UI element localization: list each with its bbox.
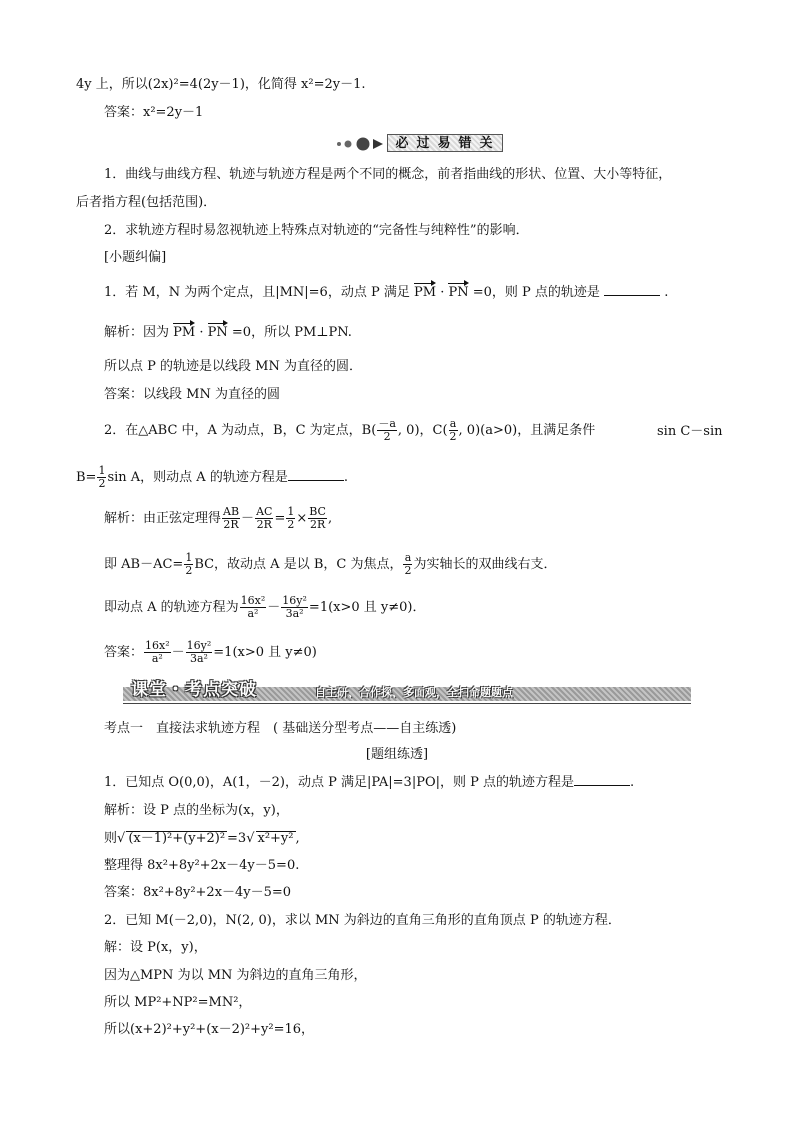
fraction: $\frac{\text{16x²}}{\text{a²}}$ xyxy=(240,594,266,620)
solution-line: 整理得 8x²+8y²+2x－4y－5=0. xyxy=(104,858,300,873)
text-line: 后者指方程(包括范围)． xyxy=(76,195,217,210)
solution-line: 所以(x+2)²+y²+(x－2)²+y²=16， xyxy=(104,1022,315,1037)
text: 2．在△ABC 中，A 为动点，B，C 为定点，B xyxy=(104,423,372,438)
answer-blank xyxy=(288,480,344,481)
vector-pm: PM xyxy=(173,325,196,340)
answer-blank xyxy=(574,785,630,786)
dot-operator: · xyxy=(440,285,445,300)
problem-line xyxy=(104,286,668,299)
answer-line: 答案：8x²+8y²+2x－4y－5=0 xyxy=(104,885,292,900)
problem-line: 1．已知点 O(0,0)，A(1，－2)，动点 P 满足|PA|=3|PO|，则 P 点的轨迹方程是 . xyxy=(104,775,635,790)
vector-pn: PN xyxy=(448,285,469,300)
fraction: $\frac{BC}{2R}$ xyxy=(309,505,326,531)
solution-line: 所以点 P 的轨迹是以线段 MN 为直径的圆． xyxy=(104,359,362,374)
banner-title: 必过易错关 xyxy=(387,134,503,152)
text-line: 4y 上，所以(2x)²=4(2y－1)，化简得 x²=2y－1. xyxy=(76,77,366,92)
fraction: $\frac{-a}{2}$ xyxy=(378,417,396,443)
answer-line: 答案： $\frac{\text{16x²}}{\text{a²}}$ － $\frac{\text{16y²}}{\text{3a²}}$ =1(x>0 且 y≠0) xyxy=(104,639,317,665)
fraction: $\frac{AB}{2R}$ xyxy=(223,505,240,531)
solution-line: 解：设 P(x，y)， xyxy=(104,940,207,955)
solution-line: 解析：由正弦定理得 $\frac{AB}{2R}$ － $\frac{AC}{2R}$ = $\frac{1}{2}$ × $\frac{BC}{2R}$ , xyxy=(104,505,333,531)
fraction: $\frac{\text{16y²}}{\text{3a²}}$ xyxy=(282,594,307,620)
text-fragment: sin C－sin xyxy=(657,424,723,439)
section-label: [小题纠偏] xyxy=(104,250,167,265)
fraction: $\frac{\text{16x²}}{\text{a²}}$ xyxy=(145,639,170,665)
vector-pn: PN xyxy=(207,325,228,340)
answer-blank xyxy=(604,295,660,296)
solution-line: 则√ (x－1)²+(y+2)² =3√ x²+y² , xyxy=(104,831,300,846)
topic-heading: 考点一 直接法求轨迹方程 ( 基础送分型考点——自主练透) xyxy=(104,721,457,736)
problem-line: B= $\frac{1}{2}$ sin A，则动点 A 的轨迹方程是 . xyxy=(76,464,348,490)
solution-line: 即 AB－AC= $\frac{1}{2}$ BC，故动点 A 是以 B，C 为焦点， $\frac{a}{2}$ 为实轴长的双曲线右支． xyxy=(104,551,557,577)
answer-line: 答案：x²=2y－1 xyxy=(104,105,204,120)
problem-line: 2．已知 M(－2,0)，N(2, 0)，求以 MN 为斜边的直角三角形的直角顶点 P 的轨迹方程． xyxy=(104,913,621,928)
fraction: $\frac{1}{2}$ xyxy=(287,505,295,531)
banner-underline xyxy=(123,703,691,704)
banner-subtitle: 自主研、合作探、多面观，全扫命题题点 xyxy=(315,686,513,699)
solution-line: 解析：设 P 点的坐标为(x，y)， xyxy=(104,803,289,818)
dots-decoration-icon xyxy=(335,137,385,151)
fraction: $\frac{\text{16y²}}{\text{3a²}}$ xyxy=(186,639,212,665)
text: 解析：因为 xyxy=(104,325,170,340)
solution-line xyxy=(104,326,352,339)
solution-line: 因为△MPN 为以 MN 为斜边的直角三角形， xyxy=(104,968,367,983)
fraction: $\frac{1}{2}$ xyxy=(185,551,193,577)
answer-line: 答案：以线段 MN 为直径的圆 xyxy=(104,387,280,402)
sqrt-radicand: (x－1)²+(y+2)² xyxy=(128,831,226,846)
problem-line: 2．在△ABC 中，A 为动点，B，C 为定点，B( $\frac{-a}{2}$ , 0)，C( $\frac{a}{2}$ , 0)(a>0)，且满足条件 xyxy=(104,417,596,443)
text: ，C xyxy=(419,423,443,438)
text-line: 1．曲线与曲线方程、轨迹与轨迹方程是两个不同的概念，前者指曲线的形状、位置、大小等特征， xyxy=(104,167,672,182)
dot-operator: · xyxy=(199,325,204,340)
fraction: $\frac{1}{2}$ xyxy=(98,464,106,490)
fraction: $\frac{a}{2}$ xyxy=(404,551,412,577)
sqrt-radicand: x²+y² xyxy=(257,831,294,846)
text: =0，则 P 点的轨迹是 xyxy=(472,285,600,300)
fraction: $\frac{AC}{2R}$ xyxy=(256,505,273,531)
text: =0，所以 PM⊥PN. xyxy=(231,325,352,340)
text: , 0 xyxy=(397,423,415,438)
text-line: 2．求轨迹方程时易忽视轨迹上特殊点对轨迹的“完备性与纯粹性”的影响． xyxy=(104,223,529,238)
solution-line: 所以 MP²+NP²=MN²， xyxy=(104,995,252,1010)
solution-line: 即动点 A 的轨迹方程为 $\frac{\text{16x²}}{\text{a²}}$ － $\frac{\text{16y²}}{\text{3a²}}$ =1(x>0 且 y≠0)． xyxy=(104,594,426,620)
text: 1．若 M，N 为两个定点，且|MN|=6，动点 P 满足 xyxy=(104,285,410,300)
vector-pm: PM xyxy=(413,285,437,300)
text: (a>0)，且满足条件 xyxy=(480,423,596,438)
text: , 0 xyxy=(458,423,476,438)
fraction: $\frac{a}{2}$ xyxy=(449,417,457,443)
banner-title: 课堂・考点突破 xyxy=(131,680,257,700)
section-banner-classroom xyxy=(103,680,691,706)
text: . xyxy=(664,285,669,300)
section-label: [题组练透] xyxy=(365,747,429,762)
